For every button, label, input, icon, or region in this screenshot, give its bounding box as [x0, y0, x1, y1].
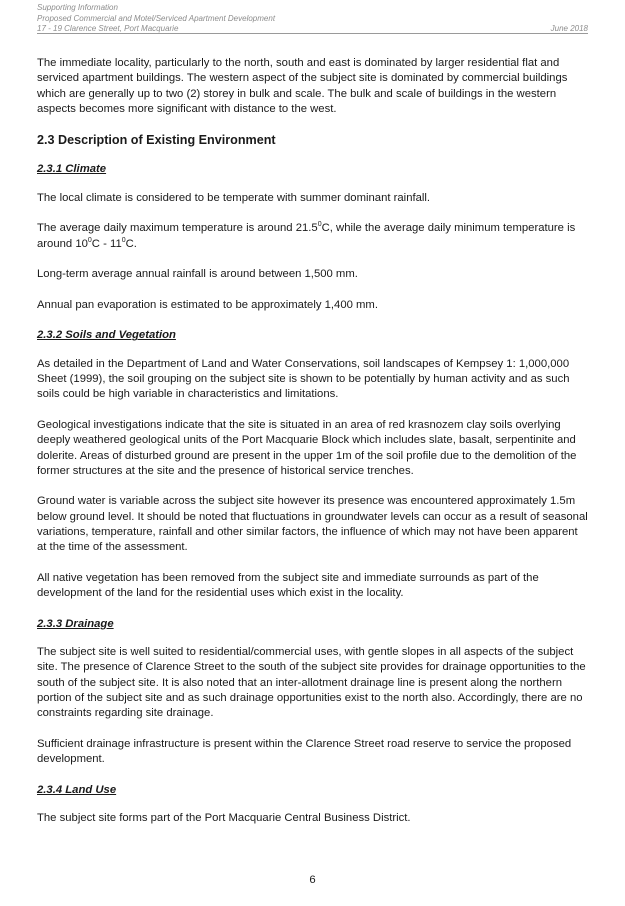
header-project-title: Proposed Commercial and Motel/Serviced Apartment Development [37, 13, 276, 23]
intro-paragraph: The immediate locality, particularly to the north, south and east is dominated by larger residential flat and serviced apartment buildings. The western aspect of the subject site is dominated by commercial buildings which are generally up to two (2) storey in bulk and scale. The bulk and scale of buildings in the western aspects becomes more significant with distance to the west. [37, 57, 568, 115]
climate-paragraph-1: The local climate is considered to be temperate with summer dominant rainfall. [37, 191, 431, 204]
soils-paragraph-4: All native vegetation has been removed from the subject site and immediate surrounds as part of the development of the land for the residential uses which exist in the locality. [37, 571, 539, 600]
climate-paragraph-3: Long-term average annual rainfall is around between 1,500 mm. [37, 268, 358, 281]
soils-paragraph-2: Geological investigations indicate that the site is situated in an area of red krasnozem clay soils overlying deeply weathered geological units of the Port Macquarie Block which includes slate, basalt, serpentinite and dolerite. Areas of disturbed ground are present in the upper 1m of the soil profile due to the demolition of the former structures at the site and the presence of historical service trenches. [37, 418, 577, 477]
drainage-heading: 2.3.3 Drainage [37, 617, 114, 630]
header-address: 17 - 19 Clarence Street, Port Macquarie [37, 24, 179, 33]
page-number: 6 [309, 874, 316, 886]
drainage-paragraph-1: The subject site is well suited to residential/commercial uses, with gentle slopes in all aspects of the subject site. The presence of Clarence Street to the south of the subject site provides for drainage opportunities to the south of the subject site. It is also noted that an inter-allotment drainage line is present along the northern portion of the subject site and as such drainage opportunities exist to the north also. Accordingly, there are no constraints regarding site drainage. [37, 646, 586, 720]
header-date: June 2018 [550, 24, 588, 33]
section-title: 2.3 Description of Existing Environment [37, 133, 276, 148]
climate-paragraph-2: The average daily maximum temperature is around 21.5$^0$C, while the average daily minimum temperature is around $10^0C - 11^0C$. [37, 221, 576, 250]
page-header [37, 3, 588, 35]
document-body [37, 56, 589, 842]
soils-paragraph-1: As detailed in the Department of Land and Water Conservations, soil landscapes of Kempsey 1: 1,000,000 Sheet (1999), the soil grouping on the subject site is shown to be potentially by human activity and as such soils could be high variable in characteristics and limitations. [37, 357, 570, 401]
land-use-heading: 2.3.4 Land Use [37, 783, 117, 796]
drainage-paragraph-2: Sufficient drainage infrastructure is present within the Clarence Street road reserve to service the proposed development. [37, 737, 572, 766]
soils-heading: 2.3.2 Soils and Vegetation [37, 329, 176, 342]
header-divider [37, 33, 588, 34]
header-document-type: Supporting Information [37, 3, 118, 12]
climate-paragraph-4: Annual pan evaporation is estimated to be approximately 1,400 mm. [37, 298, 378, 311]
soils-paragraph-3: Ground water is variable across the subject site however its presence was encountered approximately 1.5m below ground level. It should be noted that fluctuations in groundwater levels can occur as a result of seasonal variations, temperature, rainfall and other similar factors, the influence of which may not have been apparent at the time of the assessment. [37, 495, 588, 554]
land-use-paragraph-1: The subject site forms part of the Port Macquarie Central Business District. [37, 812, 411, 825]
climate-heading: 2.3.1 Climate [37, 163, 107, 176]
